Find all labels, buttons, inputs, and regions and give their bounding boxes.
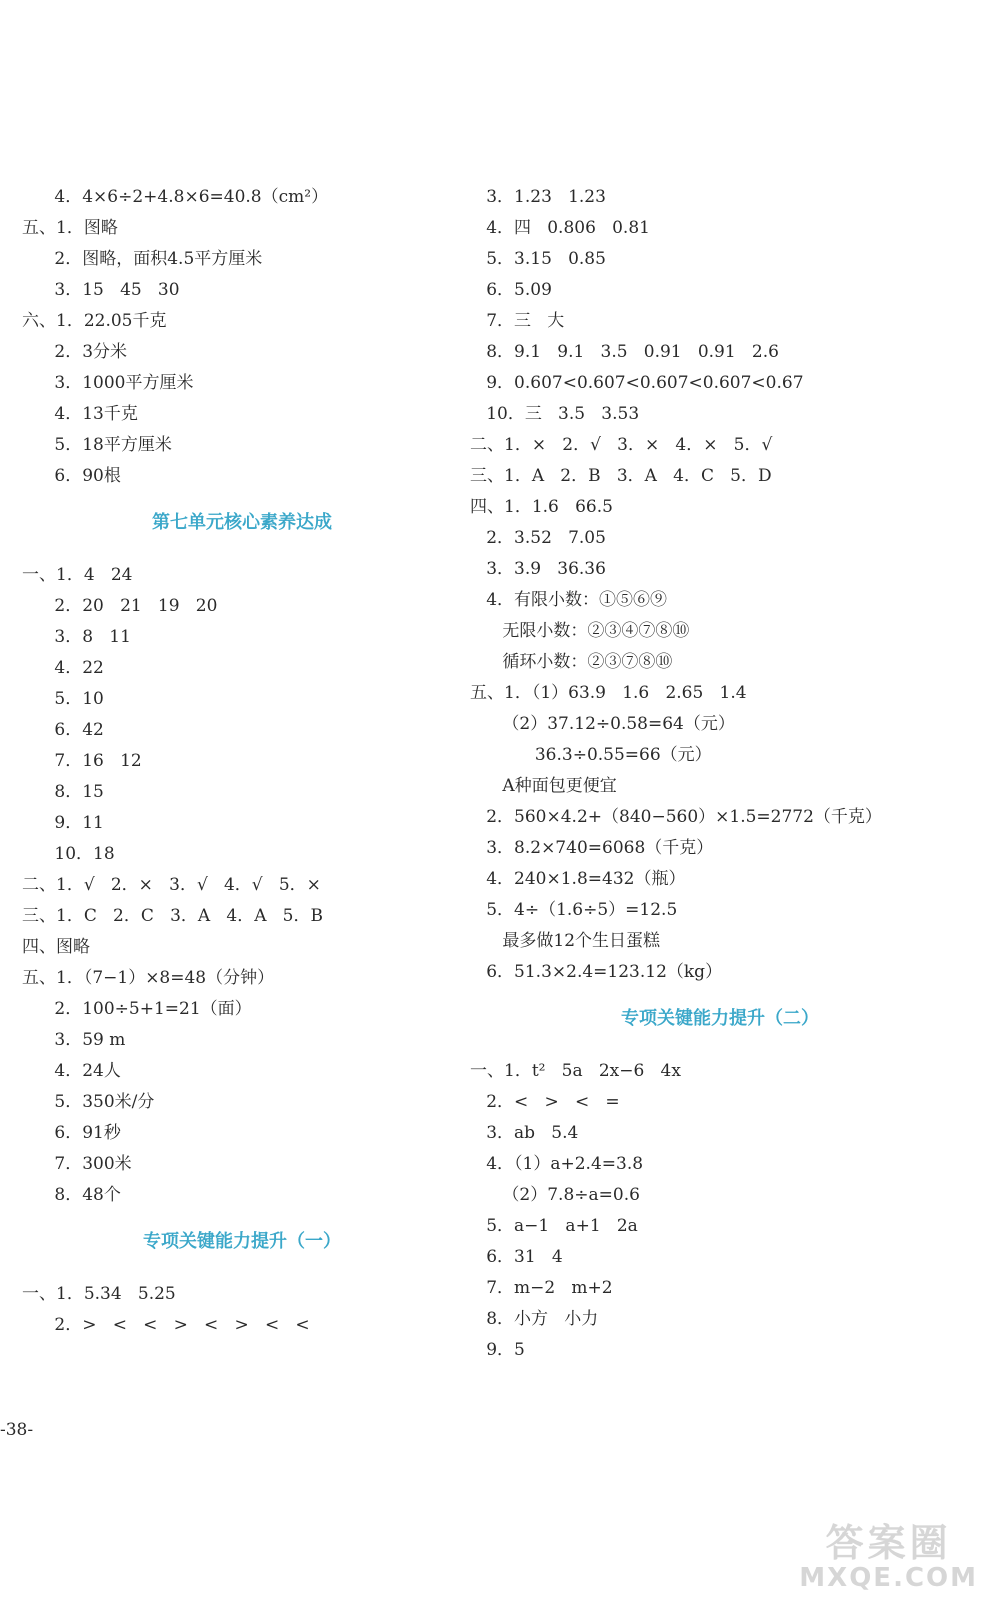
answer-line: 6．31 4 <box>470 1247 563 1267</box>
answer-line: 4．24人 <box>22 1061 121 1081</box>
answer-line: 一、1．5.34 5.25 <box>22 1284 176 1304</box>
page-number: -38- <box>0 1420 34 1440</box>
answer-line: 5．10 <box>22 689 104 709</box>
section-heading: 专项关键能力提升（一） <box>143 1231 341 1252</box>
answer-line: 循环小数：②③⑦⑧⑩ <box>470 652 673 672</box>
answer-line: 5．3.15 0.85 <box>470 249 606 269</box>
answer-line: 五、1．（7−1）×8=48（分钟） <box>22 968 275 988</box>
answer-line: 8．小方 小力 <box>470 1309 599 1329</box>
answer-line: 4．（1）a+2.4=3.8 <box>470 1154 644 1174</box>
answer-line: 2．3分米 <box>22 342 128 362</box>
answer-line: 3．8.2×740=6068（千克） <box>470 838 714 858</box>
answer-line: 3．1000平方厘米 <box>22 373 194 393</box>
answer-line: 3．ab 5.4 <box>470 1123 579 1143</box>
answer-line: 4．有限小数：①⑤⑥⑨ <box>470 590 668 610</box>
answer-line: A种面包更便宜 <box>470 776 617 796</box>
answer-line: 9．5 <box>470 1340 525 1360</box>
left-column <box>22 182 462 1341</box>
answer-line: 9．11 <box>22 813 104 833</box>
answer-line: 6．90根 <box>22 466 121 486</box>
right-column <box>470 182 970 1366</box>
answer-line: 8．15 <box>22 782 104 802</box>
answer-line: 4．4×6÷2+4.8×6=40.8（cm²） <box>22 187 329 207</box>
answer-line: 2．560×4.2+（840−560）×1.5=2772（千克） <box>470 807 882 827</box>
answer-line: 一、1．4 24 <box>22 565 133 585</box>
answer-line: 四、1．1.6 66.5 <box>470 497 613 517</box>
answer-line: 四、图略 <box>22 937 90 957</box>
site-watermark <box>799 1522 978 1592</box>
answer-line: 4．240×1.8=432（瓶） <box>470 869 686 889</box>
answer-line: 8．48个 <box>22 1185 121 1205</box>
answer-line: 10．18 <box>22 844 115 864</box>
answer-line: 7．16 12 <box>22 751 142 771</box>
answer-line: 3．3.9 36.36 <box>470 559 606 579</box>
answer-line: 9．0.607<0.607<0.607<0.607<0.67 <box>470 373 804 393</box>
answer-line: 36.3÷0.55=66（元） <box>470 745 712 765</box>
answer-line: （2）37.12÷0.58=64（元） <box>470 714 735 734</box>
answer-line: 7．m−2 m+2 <box>470 1278 613 1298</box>
answer-line: 3．8 11 <box>22 627 131 647</box>
answer-line: 6．51.3×2.4=123.12（kg） <box>470 962 723 982</box>
answer-line: 4．13千克 <box>22 404 138 424</box>
answer-line: 二、1．√ 2．× 3．√ 4．√ 5．× <box>22 875 321 895</box>
answer-line: 最多做12个生日蛋糕 <box>470 931 661 951</box>
answer-line: 5．4÷（1.6÷5）=12.5 <box>470 900 678 920</box>
answer-line: 三、1．A 2．B 3．A 4．C 5．D <box>470 466 772 486</box>
answer-line: 3．1.23 1.23 <box>470 187 606 207</box>
section-heading: 专项关键能力提升（二） <box>621 1008 819 1029</box>
watermark-url: MXQE.COM <box>799 1563 978 1593</box>
answer-line: 3．15 45 30 <box>22 280 180 300</box>
answer-line: 无限小数：②③④⑦⑧⑩ <box>470 621 690 641</box>
answer-line: 二、1．× 2．√ 3．× 4．× 5．√ <box>470 435 773 455</box>
answer-line: 3．59 m <box>22 1030 126 1050</box>
answer-line: 三、1．C 2．C 3．A 4．A 5．B <box>22 906 323 926</box>
answer-line: 6．91秒 <box>22 1123 121 1143</box>
answer-line: 4．四 0.806 0.81 <box>470 218 650 238</box>
answer-line: 2．20 21 19 20 <box>22 596 218 616</box>
answer-line: 2．< > < = <box>470 1092 620 1112</box>
answer-line: 4．22 <box>22 658 104 678</box>
answer-line: 6．5.09 <box>470 280 552 300</box>
section-heading: 第七单元核心素养达成 <box>152 512 332 533</box>
answer-line: 5．18平方厘米 <box>22 435 172 455</box>
answer-line: 2．3.52 7.05 <box>470 528 606 548</box>
answer-line: 7．三 大 <box>470 311 565 331</box>
answer-line: 5．350米/分 <box>22 1092 155 1112</box>
answer-line: 2．图略，面积4.5平方厘米 <box>22 249 263 269</box>
answer-line: 10．三 3.5 3.53 <box>470 404 640 424</box>
answer-line: 一、1．t² 5a 2x−6 4x <box>470 1061 681 1081</box>
answer-line: 五、1．图略 <box>22 218 118 238</box>
answer-line: 2．> < < > < > < < <box>22 1315 310 1335</box>
watermark-logo-text: 答案圈 <box>825 1521 952 1565</box>
answer-line: 六、1．22.05千克 <box>22 311 167 331</box>
answer-line: 6．42 <box>22 720 104 740</box>
answer-line: （2）7.8÷a=0.6 <box>470 1185 640 1205</box>
answer-line: 2．100÷5+1=21（面） <box>22 999 252 1019</box>
answer-line: 5．a−1 a+1 2a <box>470 1216 638 1236</box>
answer-line: 7．300米 <box>22 1154 132 1174</box>
answer-line: 8．9.1 9.1 3.5 0.91 0.91 2.6 <box>470 342 779 362</box>
answer-line: 五、1．（1）63.9 1.6 2.65 1.4 <box>470 683 747 703</box>
